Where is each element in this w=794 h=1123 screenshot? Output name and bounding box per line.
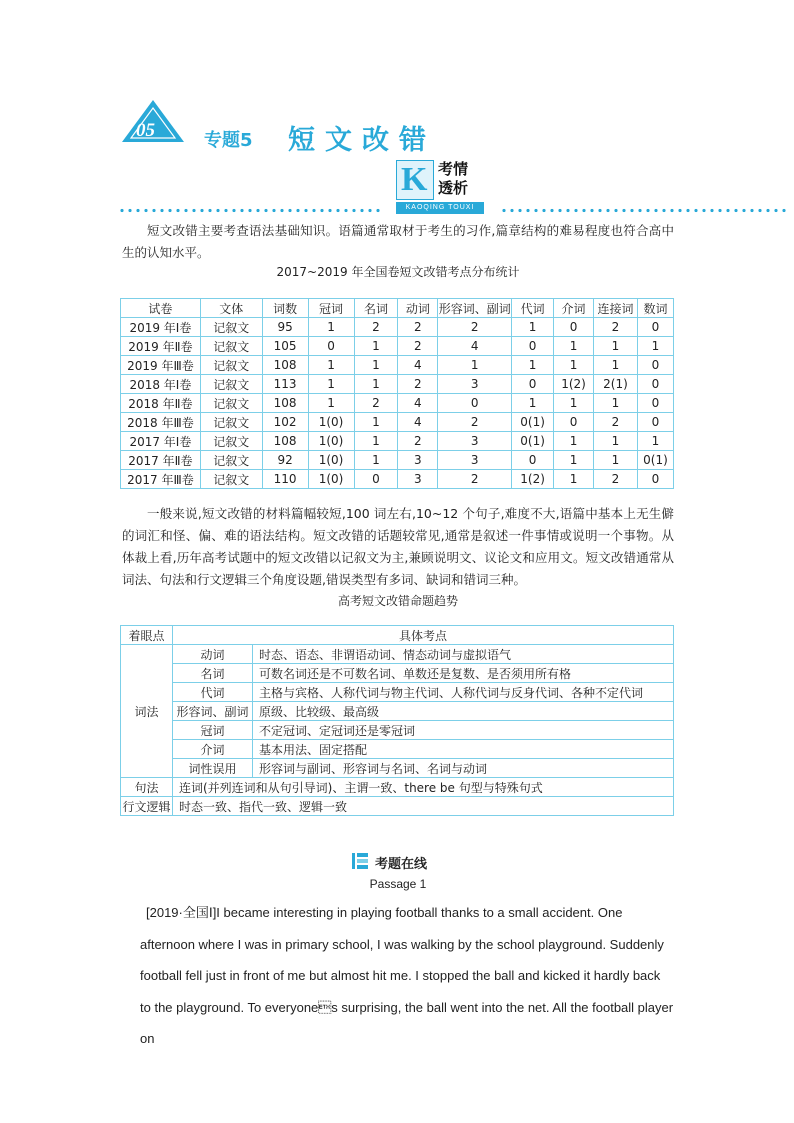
- table-cell: 记叙文: [200, 375, 262, 394]
- table-cell: 1: [308, 356, 354, 375]
- table-cell: 2: [354, 394, 398, 413]
- table-cell: 0(1): [512, 413, 554, 432]
- table-row: [121, 394, 674, 413]
- table-cell: 1: [354, 356, 398, 375]
- table-cell: 记叙文: [200, 432, 262, 451]
- k-pinyin: KAOQING TOUXI: [396, 202, 484, 214]
- table-cell: 0: [554, 318, 594, 337]
- table-cell: 3: [438, 375, 512, 394]
- analysis-paragraph: 一般来说,短文改错的材料篇幅较短,100 词左右,10~12 个句子,难度不大,语篇中基本上无生僻的词汇和怪、偏、难的语法结构。短文改错的话题较常见,通常是叙述一件事情或说明一个事物。从体裁上看,历年高考试题中的短文改错以记叙文为主,兼顾说明文、议论文和应用文。短文改错通常从词法、句法和行文逻辑三个角度设题,错误类型有多词、缺词和错词三种。: [122, 506, 674, 587]
- table-cell: 0: [512, 375, 554, 394]
- cifa-type: 名词: [173, 664, 253, 683]
- table-cell: 1(0): [308, 470, 354, 489]
- table-cell: 2: [594, 470, 638, 489]
- cifa-detail: 可数名词还是不可数名词、单数还是复数、是否须用所有格: [253, 664, 674, 683]
- cifa-detail: 不定冠词、定冠词还是零冠词: [253, 721, 674, 740]
- table-cell: 2: [438, 413, 512, 432]
- column-header: 数词: [637, 299, 673, 318]
- table-cell: 1: [354, 451, 398, 470]
- chapter-number: 05: [136, 120, 155, 141]
- column-header: 动词: [398, 299, 438, 318]
- table-row: [121, 432, 674, 451]
- table-cell: 0: [637, 356, 673, 375]
- section-title: 考题在线: [375, 857, 428, 872]
- table-cell: 1: [594, 432, 638, 451]
- table-cell: 1: [354, 375, 398, 394]
- jufa-text: 连词(并列连词和从句引导词)、主谓一致、there be 句型与特殊句式: [173, 778, 674, 797]
- table-cell: 1(0): [308, 432, 354, 451]
- table-cell: 2017 年Ⅱ卷: [121, 451, 201, 470]
- table-cell: 0: [554, 413, 594, 432]
- table-cell: 4: [438, 337, 512, 356]
- table-cell: 记叙文: [200, 451, 262, 470]
- stats-table: [120, 298, 674, 489]
- table-cell: 108: [262, 432, 308, 451]
- passage-text: [2019·全国Ⅰ]I became interesting in playing football thanks to a small accident. One afternoon where I was in primary school, I was walking by the school playground. Suddenly football fell just in front of me but almost hit me. I stopped the ball and kicked it hardly back to the playground. To everyones surprising, the ball went into the net. All the football player on: [140, 905, 674, 1046]
- cifa-type: 介词: [173, 740, 253, 759]
- table-cell: 2: [354, 318, 398, 337]
- table-cell: 0: [637, 375, 673, 394]
- kaoqing-logo: [396, 160, 486, 216]
- table-cell: 2019 年Ⅲ卷: [121, 356, 201, 375]
- cifa-detail: 时态、语态、非谓语动词、情态动词与虚拟语气: [253, 645, 674, 664]
- table-cell: 2018 年Ⅰ卷: [121, 375, 201, 394]
- k-line1: 考情: [438, 160, 469, 178]
- table-cell: 0: [512, 337, 554, 356]
- table-cell: 记叙文: [200, 318, 262, 337]
- table-cell: 2: [438, 318, 512, 337]
- table-cell: 0: [308, 337, 354, 356]
- column-header: 词数: [262, 299, 308, 318]
- column-header: 文体: [200, 299, 262, 318]
- table-cell: 92: [262, 451, 308, 470]
- table-cell: 1: [354, 337, 398, 356]
- table-cell: 0: [637, 318, 673, 337]
- cifa-detail: 基本用法、固定搭配: [253, 740, 674, 759]
- table-cell: 3: [438, 432, 512, 451]
- table-cell: 记叙文: [200, 470, 262, 489]
- table-cell: 记叙文: [200, 413, 262, 432]
- table-cell: 1: [594, 337, 638, 356]
- table-cell: 1: [308, 318, 354, 337]
- column-header: 连接词: [594, 299, 638, 318]
- cifa-detail: 原级、比较级、最高级: [253, 702, 674, 721]
- table-cell: 0: [637, 413, 673, 432]
- dotted-divider-left: [118, 208, 380, 213]
- table-cell: 2: [398, 337, 438, 356]
- table-row: [121, 470, 674, 489]
- table-cell: 2: [438, 470, 512, 489]
- header-points: 具体考点: [173, 626, 674, 645]
- table-row: [121, 318, 674, 337]
- trend-table: [120, 625, 674, 816]
- table-cell: 2: [594, 318, 638, 337]
- table-cell: 0: [354, 470, 398, 489]
- table-cell: 1: [308, 375, 354, 394]
- table-cell: 1: [512, 356, 554, 375]
- table-cell: 4: [398, 394, 438, 413]
- table-cell: 2: [398, 375, 438, 394]
- table-cell: 记叙文: [200, 394, 262, 413]
- table-cell: 110: [262, 470, 308, 489]
- table-cell: 1: [512, 394, 554, 413]
- table-cell: 1: [308, 394, 354, 413]
- table-cell: 1: [637, 337, 673, 356]
- table-row: [121, 375, 674, 394]
- table-cell: 2: [398, 318, 438, 337]
- column-header: 形容词、副词: [438, 299, 512, 318]
- intro-paragraph: 短文改错主要考查语法基础知识。语篇通常取材于考生的习作,篇章结构的难易程度也符合高中生的认知水平。: [122, 223, 674, 260]
- header-focus: 着眼点: [121, 626, 173, 645]
- table-cell: 1(0): [308, 451, 354, 470]
- logic-label: 行文逻辑: [121, 797, 173, 816]
- table-cell: 2019 年Ⅰ卷: [121, 318, 201, 337]
- table-cell: 1: [554, 356, 594, 375]
- column-header: 试卷: [121, 299, 201, 318]
- table-cell: 1: [512, 318, 554, 337]
- cifa-type: 动词: [173, 645, 253, 664]
- logic-text: 时态一致、指代一致、逻辑一致: [173, 797, 674, 816]
- table-cell: 108: [262, 356, 308, 375]
- table-cell: 4: [398, 356, 438, 375]
- table-cell: 4: [398, 413, 438, 432]
- section-flag-icon: [352, 853, 368, 869]
- k-letter: K: [401, 161, 428, 198]
- table-cell: 0(1): [637, 451, 673, 470]
- table-cell: 1: [438, 356, 512, 375]
- table-cell: 0: [637, 470, 673, 489]
- k-line2: 透析: [438, 179, 469, 197]
- table-cell: 2018 年Ⅲ卷: [121, 413, 201, 432]
- table-cell: 3: [398, 451, 438, 470]
- table-cell: 1(2): [554, 375, 594, 394]
- table-cell: 0: [637, 394, 673, 413]
- table-row: [121, 356, 674, 375]
- table-cell: 2018 年Ⅱ卷: [121, 394, 201, 413]
- table-cell: 2: [398, 432, 438, 451]
- passage-label: Passage 1: [369, 877, 427, 891]
- table-cell: 1: [594, 394, 638, 413]
- cifa-detail: 主格与宾格、人称代词与物主代词、人称代词与反身代词、各种不定代词: [253, 683, 674, 702]
- table-cell: 95: [262, 318, 308, 337]
- table-cell: 1(0): [308, 413, 354, 432]
- column-header: 介词: [554, 299, 594, 318]
- dotted-divider-right: [500, 208, 790, 213]
- table-cell: 1: [554, 394, 594, 413]
- cifa-type: 冠词: [173, 721, 253, 740]
- table-cell: 105: [262, 337, 308, 356]
- table-cell: 2(1): [594, 375, 638, 394]
- table1-caption: 2017~2019 年全国卷短文改错考点分布统计: [276, 265, 520, 279]
- table-cell: 1: [554, 337, 594, 356]
- column-header: 代词: [512, 299, 554, 318]
- table-cell: 2017 年Ⅰ卷: [121, 432, 201, 451]
- table-cell: 记叙文: [200, 337, 262, 356]
- topic-label: 专题5: [204, 130, 253, 151]
- table-cell: 1: [554, 470, 594, 489]
- table-cell: 2017 年Ⅲ卷: [121, 470, 201, 489]
- jufa-label: 句法: [121, 778, 173, 797]
- table-cell: 1: [594, 356, 638, 375]
- table-cell: 3: [438, 451, 512, 470]
- table-cell: 2019 年Ⅱ卷: [121, 337, 201, 356]
- table-cell: 0: [438, 394, 512, 413]
- table-cell: 113: [262, 375, 308, 394]
- table-cell: 1: [554, 451, 594, 470]
- cifa-type: 词性误用: [173, 759, 253, 778]
- table-cell: 1: [554, 432, 594, 451]
- table-cell: 1: [594, 451, 638, 470]
- table-cell: 2: [594, 413, 638, 432]
- table2-caption: 高考短文改错命题趋势: [337, 594, 458, 608]
- table-cell: 102: [262, 413, 308, 432]
- table-cell: 3: [398, 470, 438, 489]
- table-row: [121, 451, 674, 470]
- cifa-detail: 形容词与副词、形容词与名词、名词与动词: [253, 759, 674, 778]
- group-cifa: 词法: [121, 645, 173, 778]
- table-cell: 记叙文: [200, 356, 262, 375]
- column-header: 冠词: [308, 299, 354, 318]
- chapter-badge-icon: [120, 98, 186, 144]
- cifa-type: 形容词、副词: [173, 702, 253, 721]
- page-title: 短文改错: [288, 125, 436, 156]
- table-cell: 1: [637, 432, 673, 451]
- table-cell: 1(2): [512, 470, 554, 489]
- cifa-type: 代词: [173, 683, 253, 702]
- table-cell: 108: [262, 394, 308, 413]
- table-cell: 1: [354, 432, 398, 451]
- table-row: [121, 337, 674, 356]
- k-box: [396, 160, 434, 200]
- table-cell: 0(1): [512, 432, 554, 451]
- table-row: [121, 413, 674, 432]
- table-cell: 0: [512, 451, 554, 470]
- column-header: 名词: [354, 299, 398, 318]
- table-cell: 1: [354, 413, 398, 432]
